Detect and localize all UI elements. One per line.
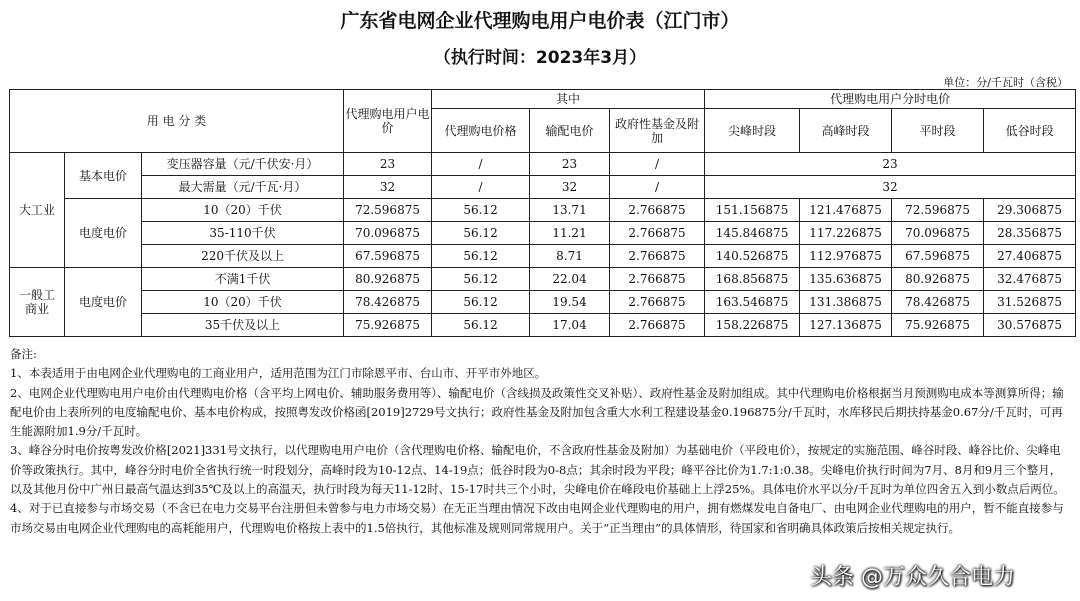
group-general-commercial: 一般工商业 [10, 268, 65, 337]
table-row [10, 268, 1076, 291]
cell-peak: 163.546875 [705, 291, 800, 314]
note-item: 4、对于已直接参与市场交易（不含已在电力交易平台注册但未曾参与电力市场交易）在无正当理由情况下改由电网企业代理购电的用户，拥有燃煤发电自备电厂、由电网企业代理购电的用户，暂不能直接参与市场交易由电网企业代理购电的高耗能用户，代理购电价格按上表中的1.5倍执行，其他标准及规则同常规用户。关于“正当理由”的具体情形，待国家和省明确具体政策后按相关规定执行。 [10, 501, 1064, 535]
cell-flat: 80.926875 [892, 268, 984, 291]
cell-high: 131.386875 [800, 291, 892, 314]
notes-heading: 备注: [10, 347, 37, 361]
price-table [9, 89, 1076, 337]
agent-price-header: 代理购电用户电价 [344, 90, 432, 153]
transmission-price-header: 输配电价 [530, 109, 610, 153]
cell-agent: 75.926875 [344, 314, 432, 337]
watermark: 头条 @万众久合电力 [810, 565, 1015, 590]
cell-high: 121.476875 [800, 199, 892, 222]
cell-flat: 78.426875 [892, 291, 984, 314]
tou-group-header: 代理购电用户分时电价 [705, 90, 1076, 109]
cell-fund: / [610, 176, 705, 199]
cell-agent: 78.426875 [344, 291, 432, 314]
cell-purchase: 56.12 [432, 268, 530, 291]
cell-transmission: 13.71 [530, 199, 610, 222]
cell-valley: 32.476875 [984, 268, 1076, 291]
group-large-industry: 大工业 [10, 153, 65, 268]
cell-valley: 29.306875 [984, 199, 1076, 222]
table-row [10, 153, 1076, 176]
header-row-1 [10, 90, 1076, 109]
cell-valley: 31.526875 [984, 291, 1076, 314]
cell-purchase: 56.12 [432, 245, 530, 268]
cell-agent: 67.596875 [344, 245, 432, 268]
table-row [10, 199, 1076, 222]
cell-agent: 80.926875 [344, 268, 432, 291]
cell-flat: 70.096875 [892, 222, 984, 245]
among-header: 其中 [432, 90, 705, 109]
category-header: 用 电 分 类 [10, 90, 344, 153]
table-row [10, 245, 1076, 268]
peak-header: 尖峰时段 [705, 109, 800, 153]
row-label: 不满1千伏 [142, 268, 344, 291]
cell-valley: 28.356875 [984, 222, 1076, 245]
cell-fund: 2.766875 [610, 268, 705, 291]
cell-high: 117.226875 [800, 222, 892, 245]
cell-fund: 2.766875 [610, 222, 705, 245]
cell-valley: 30.576875 [984, 314, 1076, 337]
row-label: 10（20）千伏 [142, 199, 344, 222]
cell-tou: 23 [705, 153, 1076, 176]
cell-valley: 27.406875 [984, 245, 1076, 268]
cell-fund: 2.766875 [610, 199, 705, 222]
row-label: 35-110千伏 [142, 222, 344, 245]
subgroup-basic: 基本电价 [65, 153, 142, 199]
page-title: 广东省电网企业代理购电用户电价表（江门市） [340, 10, 740, 32]
row-label: 220千伏及以上 [142, 245, 344, 268]
cell-transmission: 22.04 [530, 268, 610, 291]
note-item: 1、本表适用于由电网企业代理购电的工商业用户，适用范围为江门市除恩平市、台山市、开平市外地区。 [10, 366, 547, 381]
note-item: 2、电网企业代理购电用户电价由代理购电价格（含平均上网电价、辅助服务费用等）、输配电价（含线损及政策性交叉补贴）、政府性基金及附加组成。其中代理购电价格根据当月预测购电成本等测算所得；输配电价由上表所列的电度输配电价、基本电价构成，按照粤发改价格函[2019]2729号文执行；政府性基金及附加包含重大水利工程建设基金0.196875分/千瓦时，水库移民后期扶持基金0.67分/千瓦时，可再生能源附加1.9分/千瓦时。 [10, 385, 1064, 439]
cell-peak: 145.846875 [705, 222, 800, 245]
row-label: 最大需量（元/千瓦·月） [142, 176, 344, 199]
subgroup-energy-general: 电度电价 [65, 268, 142, 337]
cell-flat: 75.926875 [892, 314, 984, 337]
cell-peak: 140.526875 [705, 245, 800, 268]
row-label: 35千伏及以上 [142, 314, 344, 337]
subgroup-energy-large: 电度电价 [65, 199, 142, 268]
cell-agent: 32 [344, 176, 432, 199]
row-label: 10（20）千伏 [142, 291, 344, 314]
row-label: 变压器容量（元/千伏安·月） [142, 153, 344, 176]
cell-agent: 23 [344, 153, 432, 176]
cell-transmission: 8.71 [530, 245, 610, 268]
cell-high: 135.636875 [800, 268, 892, 291]
table-row [10, 176, 1076, 199]
cell-fund: 2.766875 [610, 245, 705, 268]
cell-purchase: / [432, 153, 530, 176]
cell-purchase: 56.12 [432, 222, 530, 245]
table-row [10, 314, 1076, 337]
valley-header: 低谷时段 [984, 109, 1076, 153]
cell-fund: 2.766875 [610, 314, 705, 337]
cell-transmission: 11.21 [530, 222, 610, 245]
high-header: 高峰时段 [800, 109, 892, 153]
cell-transmission: 32 [530, 176, 610, 199]
cell-agent: 70.096875 [344, 222, 432, 245]
cell-transmission: 23 [530, 153, 610, 176]
cell-fund: 2.766875 [610, 291, 705, 314]
unit-label: 单位：分/千瓦时（含税） [943, 76, 1068, 89]
table-row [10, 291, 1076, 314]
cell-peak: 158.226875 [705, 314, 800, 337]
table-row [10, 222, 1076, 245]
cell-flat: 72.596875 [892, 199, 984, 222]
cell-fund: / [610, 153, 705, 176]
cell-transmission: 17.04 [530, 314, 610, 337]
cell-agent: 72.596875 [344, 199, 432, 222]
cell-purchase: / [432, 176, 530, 199]
page-subtitle: （执行时间：2023年3月） [433, 48, 647, 68]
gov-fund-header: 政府性基金及附加 [610, 109, 705, 153]
cell-transmission: 19.54 [530, 291, 610, 314]
cell-purchase: 56.12 [432, 291, 530, 314]
note-item: 3、峰谷分时电价按粤发改价格[2021]331号文执行，以代理购电用户电价（含代理购电价格、输配电价，不含政府性基金及附加）为基础电价（平段电价），按规定的实施范围、峰谷时段、峰谷比价、尖峰电价等政策执行。其中，峰谷分时电价全省执行统一时段划分，高峰时段为10-12点、14-19点；低谷时段为0-8点；其余时段为平段；峰平谷比价为1.7:1:0.38。尖峰电价执行时间为7月、8月和9月三个整月，以及其他月份中广州日最高气温达到35℃及以上的高温天，执行时段为每天11-12时、15-17时共三个小时，尖峰电价在峰段电价基础上上浮25%。具体电价水平以分/千瓦时为单位四舍五入到小数点后两位。 [10, 443, 1065, 497]
cell-high: 112.976875 [800, 245, 892, 268]
cell-peak: 168.856875 [705, 268, 800, 291]
cell-peak: 151.156875 [705, 199, 800, 222]
cell-tou: 32 [705, 176, 1076, 199]
cell-purchase: 56.12 [432, 199, 530, 222]
cell-high: 127.136875 [800, 314, 892, 337]
cell-flat: 67.596875 [892, 245, 984, 268]
notes-section [10, 345, 1072, 538]
purchase-price-header: 代理购电价格 [432, 109, 530, 153]
cell-purchase: 56.12 [432, 314, 530, 337]
flat-header: 平时段 [892, 109, 984, 153]
